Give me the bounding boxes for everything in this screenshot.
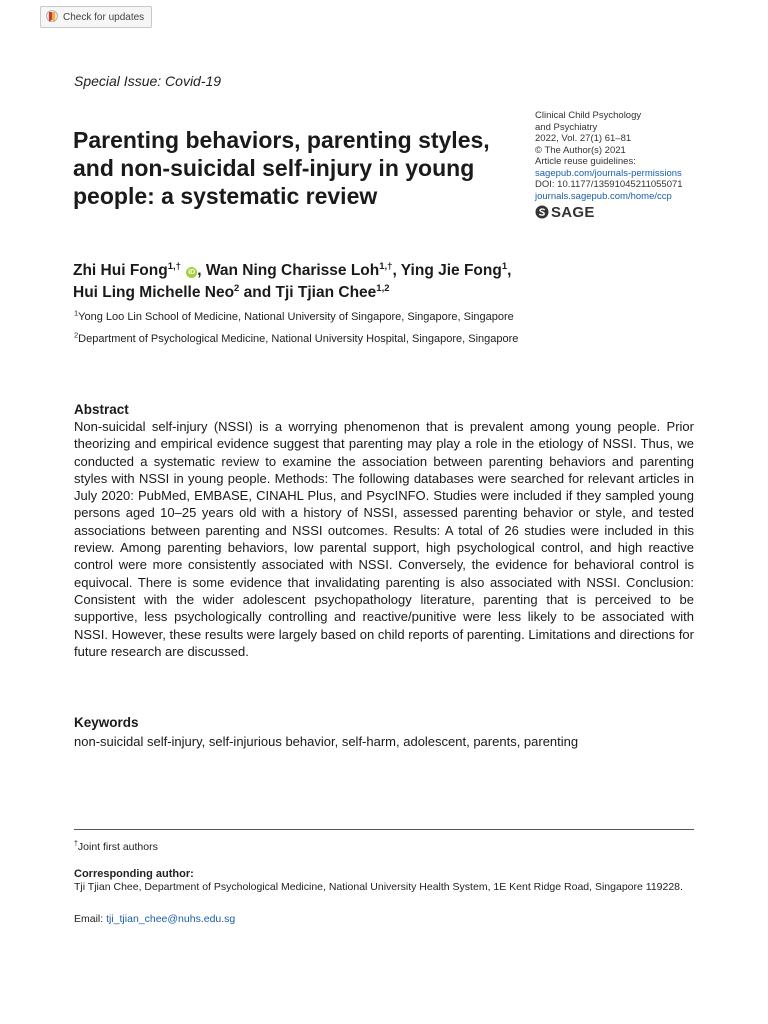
check-for-updates-label: Check for updates (63, 11, 145, 23)
author-4: Hui Ling Michelle Neo (73, 284, 235, 301)
abstract-heading: Abstract (74, 402, 129, 417)
author-1-affil: 1,† (167, 260, 181, 272)
author-5-affil: 1,2 (376, 282, 390, 294)
affiliation-1-text: Yong Loo Lin School of Medicine, National University of Singapore, Singapore, Singapore (78, 311, 514, 323)
permissions-link[interactable]: sagepub.com/journals-permissions (535, 167, 682, 179)
abstract-body: Non-suicidal self-injury (NSSI) is a worrying phenomenon that is prevalent among young people. Prior theorizing and empirical evidence suggest that parenting may play a role in the etiology of NSSI. Thus, we conducted a systematic review to examine the association between parenting behaviors and parenting styles with NSSI in young people. Methods: The following databases were searched for relevant articles in July 2020: PubMed, EMBASE, CINAHL Plus, and PsycINFO. Studies were included if they sampled young persons aged 10–25 years old with a history of NSSI, assessed parenting behavior or style, and tested associations between parenting and NSSI outcomes. Results: A total of 26 studies were included in this review. Among parenting behaviors, low parental support, high psychological control, and high reactive control were more consistently associated with NSSI. Conversely, the evidence for behavioral control is equivocal. There is some evidence that invalidating parenting is also associated with NSSI. Conclusion: Consistent with the wider adolescent psychopathology literature, parenting that is perceived to be supportive, less psychologically controlling and reactive/punitive were less likely to be associated with NSSI. However, these results were largely based on child reports of parenting. Limitations and directions for future research are discussed. (74, 419, 694, 659)
journal-home-link[interactable]: journals.sagepub.com/home/ccp (535, 190, 672, 202)
affiliation-2-text: Department of Psychological Medicine, National University Hospital, Singapore, Singapore (78, 333, 519, 345)
sage-logo-text: SAGE (551, 204, 595, 221)
joint-authors-footnote (74, 841, 158, 853)
journal-volume: 2022, Vol. 27(1) 61–81 (535, 133, 632, 144)
author-2-affil: 1,† (379, 260, 393, 272)
special-issue-label: Special Issue: Covid-19 (74, 73, 222, 89)
footnote-symbol: † (74, 840, 78, 848)
author-4-affil: 2 (234, 282, 240, 294)
author-list (73, 260, 693, 304)
email-label: Email: (74, 913, 107, 925)
sage-s-icon (535, 205, 549, 221)
author-3-affil: 1 (501, 260, 508, 272)
orcid-icon[interactable]: iD (188, 269, 196, 276)
keywords-list: non-suicidal self-injury, self-injurious behavior, self-harm, adolescent, parents, parenting (74, 734, 579, 749)
author-2: , Wan Ning Charisse Loh (197, 262, 380, 279)
journal-info (535, 110, 735, 221)
affiliation-2-number: 2 (74, 330, 79, 340)
keywords-heading: Keywords (74, 715, 139, 730)
journal-doi: DOI: 10.1177/13591045211055071 (535, 179, 683, 190)
affiliation-1-number: 1 (74, 308, 79, 318)
corresponding-author-heading: Corresponding author: (74, 868, 194, 880)
crossmark-icon (46, 10, 58, 24)
footnote-divider (74, 829, 694, 830)
email-link[interactable]: tji_tjian_chee@nuhs.edu.sg (106, 913, 236, 925)
article-title: Parenting behaviors, parenting styles, and non-suicidal self-injury in young people: a systematic review (73, 127, 490, 209)
journal-name-line2: and Psychiatry (535, 121, 598, 133)
sage-logo (535, 205, 735, 221)
corresponding-author-address: Tji Tjian Chee, Department of Psychological Medicine, National University Health System, 1E Kent Ridge Road, Singapore 119228. (74, 881, 683, 893)
journal-reuse: Article reuse guidelines: (535, 156, 636, 167)
footnote-text: Joint first authors (77, 841, 158, 853)
author-3: , Ying Jie Fong (392, 262, 502, 279)
affiliation-1 (74, 308, 694, 323)
affiliation-2 (74, 330, 694, 345)
journal-name-line1: Clinical Child Psychology (535, 110, 642, 121)
author-1: Zhi Hui Fong (73, 262, 168, 279)
corresponding-email (74, 913, 235, 925)
check-for-updates-button[interactable] (40, 6, 152, 28)
author-3-comma: , (507, 262, 512, 279)
journal-copyright: © The Author(s) 2021 (535, 144, 626, 156)
author-5: and Tji Tjian Chee (239, 284, 377, 301)
